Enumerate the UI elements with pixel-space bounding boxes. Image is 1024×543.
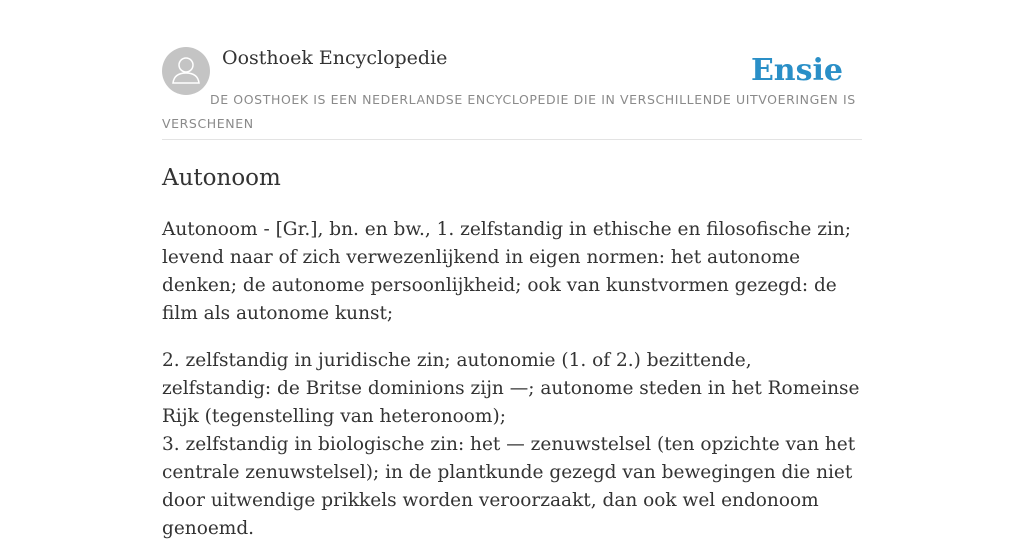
source-title[interactable]: Oosthoek Encyclopedie [222, 47, 448, 69]
entry-paragraph-2: 2. zelfstandig in juridische zin; autonomie (1. of 2.) bezittende, zelfstandig: de Britse dominions zijn —; autonome steden in het Romeinse Rijk (tegenstelling van heteronoom); [162, 350, 860, 427]
header-divider [162, 139, 862, 140]
entry-paragraph-1: Autonoom - [Gr.], bn. en bw., 1. zelfstandig in ethische en filosofische zin; levend naar of zich verwezenlijkend in eigen normen: het autonome denken; de autonome persoonlijkheid; ook van kunstvormen gezegd: de film als autonome kunst; [162, 219, 852, 324]
ensie-logo-link[interactable]: Ensie [750, 53, 843, 88]
entry-title: Autonoom [162, 165, 281, 191]
source-tagline: DE OOSTHOEK IS EEN NEDERLANDSE ENCYCLOPEDIE DIE IN VERSCHILLENDE UITVOERINGEN IS VERSCHENEN [162, 92, 856, 131]
source-header [162, 46, 862, 140]
entry-body [162, 216, 862, 543]
entry-paragraph-3: 3. zelfstandig in biologische zin: het — zenuwstelsel (ten opzichte van het centrale zenuwstelsel); in de plantkunde gezegd van bewegingen die niet door uitwendige prikkels worden veroorzaakt, dan ook wel endonoom genoemd. [162, 434, 856, 539]
